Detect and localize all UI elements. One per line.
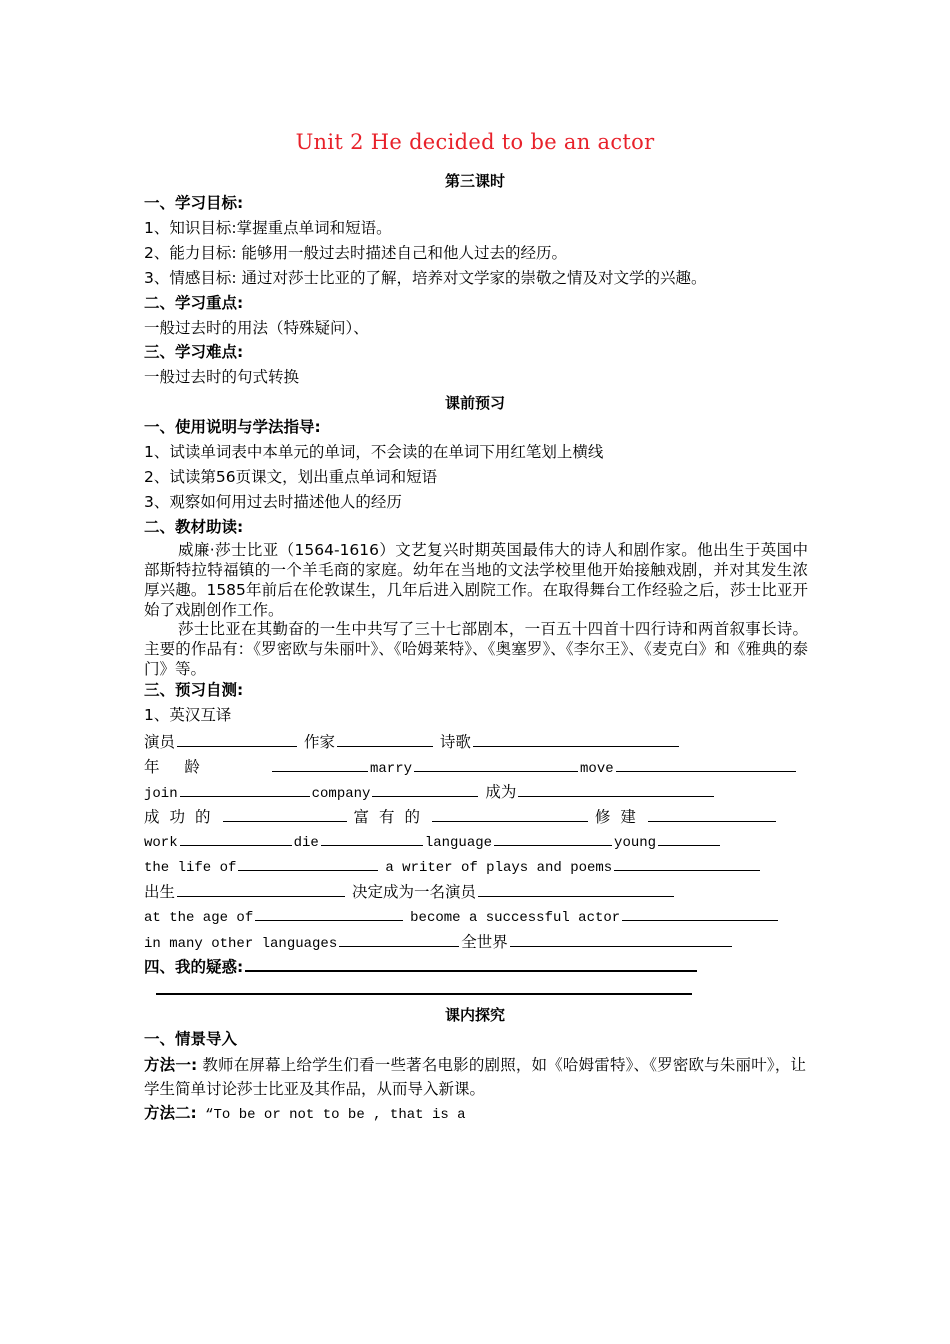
answer-blank[interactable]: [337, 731, 433, 747]
word-language: language: [424, 835, 493, 851]
vocab-row: [144, 905, 780, 926]
preview-title: 课前预习: [444, 394, 505, 412]
guide-item: 2、试读第56页课文，划出重点单词和短语: [144, 468, 438, 486]
vocab-row: [144, 805, 778, 827]
guide-item: 3、观察如何用过去时描述他人的经历: [144, 493, 402, 511]
vocab-row: [144, 880, 676, 902]
doubts-heading: 四、我的疑惑:: [144, 958, 244, 976]
word-writer: 作家: [303, 733, 335, 751]
answer-blank[interactable]: [414, 756, 578, 772]
doubts-blank[interactable]: [245, 955, 697, 972]
goal-item: 3、情感目标: 通过对莎士比亚的了解，培养对文学家的崇敬之情及对文学的兴趣。: [144, 269, 707, 287]
answer-blank[interactable]: [614, 855, 760, 871]
word-company: company: [311, 786, 371, 802]
word-age: 年 龄: [144, 758, 210, 776]
answer-blank[interactable]: [177, 881, 345, 897]
word-successful: 成功的: [144, 808, 221, 826]
reading-paragraph-1: 威廉·莎士比亚（1564-1616）文艺复兴时期英国最伟大的诗人和剧作家。他出生于英国中部斯特拉特福镇的一个羊毛商的家庭。幼年在当地的文法学校里他开始接触戏剧，并对其发生浓厚兴趣。1585年前后在伦敦谋生，几年后进入剧院工作。在取得舞台工作经验之后，莎士比亚开始了戏剧创作工作。: [144, 541, 808, 619]
self-test-heading: 三、预习自测:: [144, 681, 244, 699]
vocab-row: [144, 730, 681, 752]
translation-subheading: 1、英汉互译: [144, 706, 232, 724]
phrase-decide-actor: 决定成为一名演员: [351, 883, 476, 901]
vocab-row: [144, 830, 722, 851]
answer-blank[interactable]: [473, 731, 679, 747]
vocab-row: [144, 780, 716, 802]
word-rich: 富有的: [353, 808, 430, 826]
word-born: 出生: [144, 883, 176, 901]
answer-blank[interactable]: [339, 931, 459, 947]
answer-blank[interactable]: [510, 931, 732, 947]
method-one-label: 方法一:: [144, 1056, 198, 1074]
scenario-heading: 一、情景导入: [144, 1030, 238, 1048]
word-move: move: [580, 761, 614, 777]
word-build: 修建: [594, 808, 646, 826]
word-join: join: [144, 786, 178, 802]
method-two-label: 方法二:: [144, 1104, 197, 1122]
explore-title: 课内探究: [444, 1006, 505, 1024]
lesson-label: 第三课时: [444, 172, 505, 190]
word-marry: marry: [370, 761, 413, 777]
guide-item: 1、试读单词表中本单元的单词，不会读的在单词下用红笔划上横线: [144, 443, 604, 461]
answer-blank[interactable]: [177, 731, 297, 747]
answer-blank[interactable]: [321, 830, 423, 846]
answer-blank[interactable]: [616, 756, 796, 772]
goal-item: 1、知识目标:掌握重点单词和短语。: [144, 219, 392, 237]
key-points-text: 一般过去时的用法（特殊疑问）、: [144, 319, 369, 337]
answer-blank[interactable]: [494, 830, 612, 846]
answer-blank[interactable]: [272, 756, 368, 772]
answer-blank[interactable]: [518, 781, 714, 797]
method-two-text: “To be or not to be , that is a: [196, 1107, 466, 1123]
method-one-text: 教师在屏幕上给学生们看一些著名电影的剧照，如《哈姆雷特》、《罗密欧与朱丽叶》，让学生简单讨论莎士比亚及其作品，从而导入新课。: [144, 1056, 806, 1098]
guide-heading: 一、使用说明与学法指导:: [144, 418, 321, 436]
phrase-at-age-of: at the age of: [144, 910, 254, 926]
word-whole-world: 全世界: [461, 933, 508, 951]
answer-blank[interactable]: [180, 781, 310, 797]
unit-title: Unit 2 He decided to be an actor: [295, 130, 655, 154]
phrase-writer-of-plays: a writer of plays and poems: [385, 860, 613, 876]
answer-blank[interactable]: [255, 905, 403, 921]
vocab-row: [144, 855, 762, 876]
method-one: [144, 1053, 806, 1101]
reading-paragraph-2: 莎士比亚在其勤奋的一生中共写了三十七部剧本，一百五十四首十四行诗和两首叙事长诗。主要的作品有：《罗密欧与朱丽叶》、《哈姆莱特》、《奥塞罗》、《李尔王》、《麦克白》和《雅典的泰门》等。: [144, 620, 808, 678]
vocab-row: [144, 755, 798, 777]
phrase-successful-actor: become a successful actor: [410, 910, 621, 926]
vocab-row: [144, 930, 734, 952]
word-become: 成为: [485, 783, 517, 801]
answer-blank[interactable]: [658, 830, 720, 846]
key-points-heading: 二、学习重点:: [144, 294, 244, 312]
answer-blank[interactable]: [648, 806, 776, 822]
doubts-blank-2[interactable]: [156, 978, 692, 995]
difficulties-heading: 三、学习难点:: [144, 343, 244, 361]
answer-blank[interactable]: [238, 855, 378, 871]
word-work: work: [144, 835, 178, 851]
word-die: die: [293, 835, 319, 851]
answer-blank[interactable]: [432, 806, 588, 822]
goal-item: 2、能力目标: 能够用一般过去时描述自己和他人过去的经历。: [144, 244, 568, 262]
method-two: [144, 1103, 466, 1125]
answer-blank[interactable]: [180, 830, 292, 846]
reading-heading: 二、教材助读:: [144, 518, 244, 536]
difficulties-text: 一般过去时的句式转换: [144, 368, 300, 386]
goals-heading: 一、学习目标:: [144, 194, 244, 212]
word-poetry: 诗歌: [439, 733, 471, 751]
answer-blank[interactable]: [223, 806, 347, 822]
doubts-row: [144, 955, 699, 977]
word-young: young: [614, 835, 657, 851]
answer-blank[interactable]: [372, 781, 478, 797]
phrase-life-of: the life of: [144, 860, 237, 876]
answer-blank[interactable]: [622, 905, 778, 921]
phrase-many-languages: in many other languages: [144, 936, 338, 952]
word-actor: 演员: [144, 733, 176, 751]
answer-blank[interactable]: [478, 881, 674, 897]
